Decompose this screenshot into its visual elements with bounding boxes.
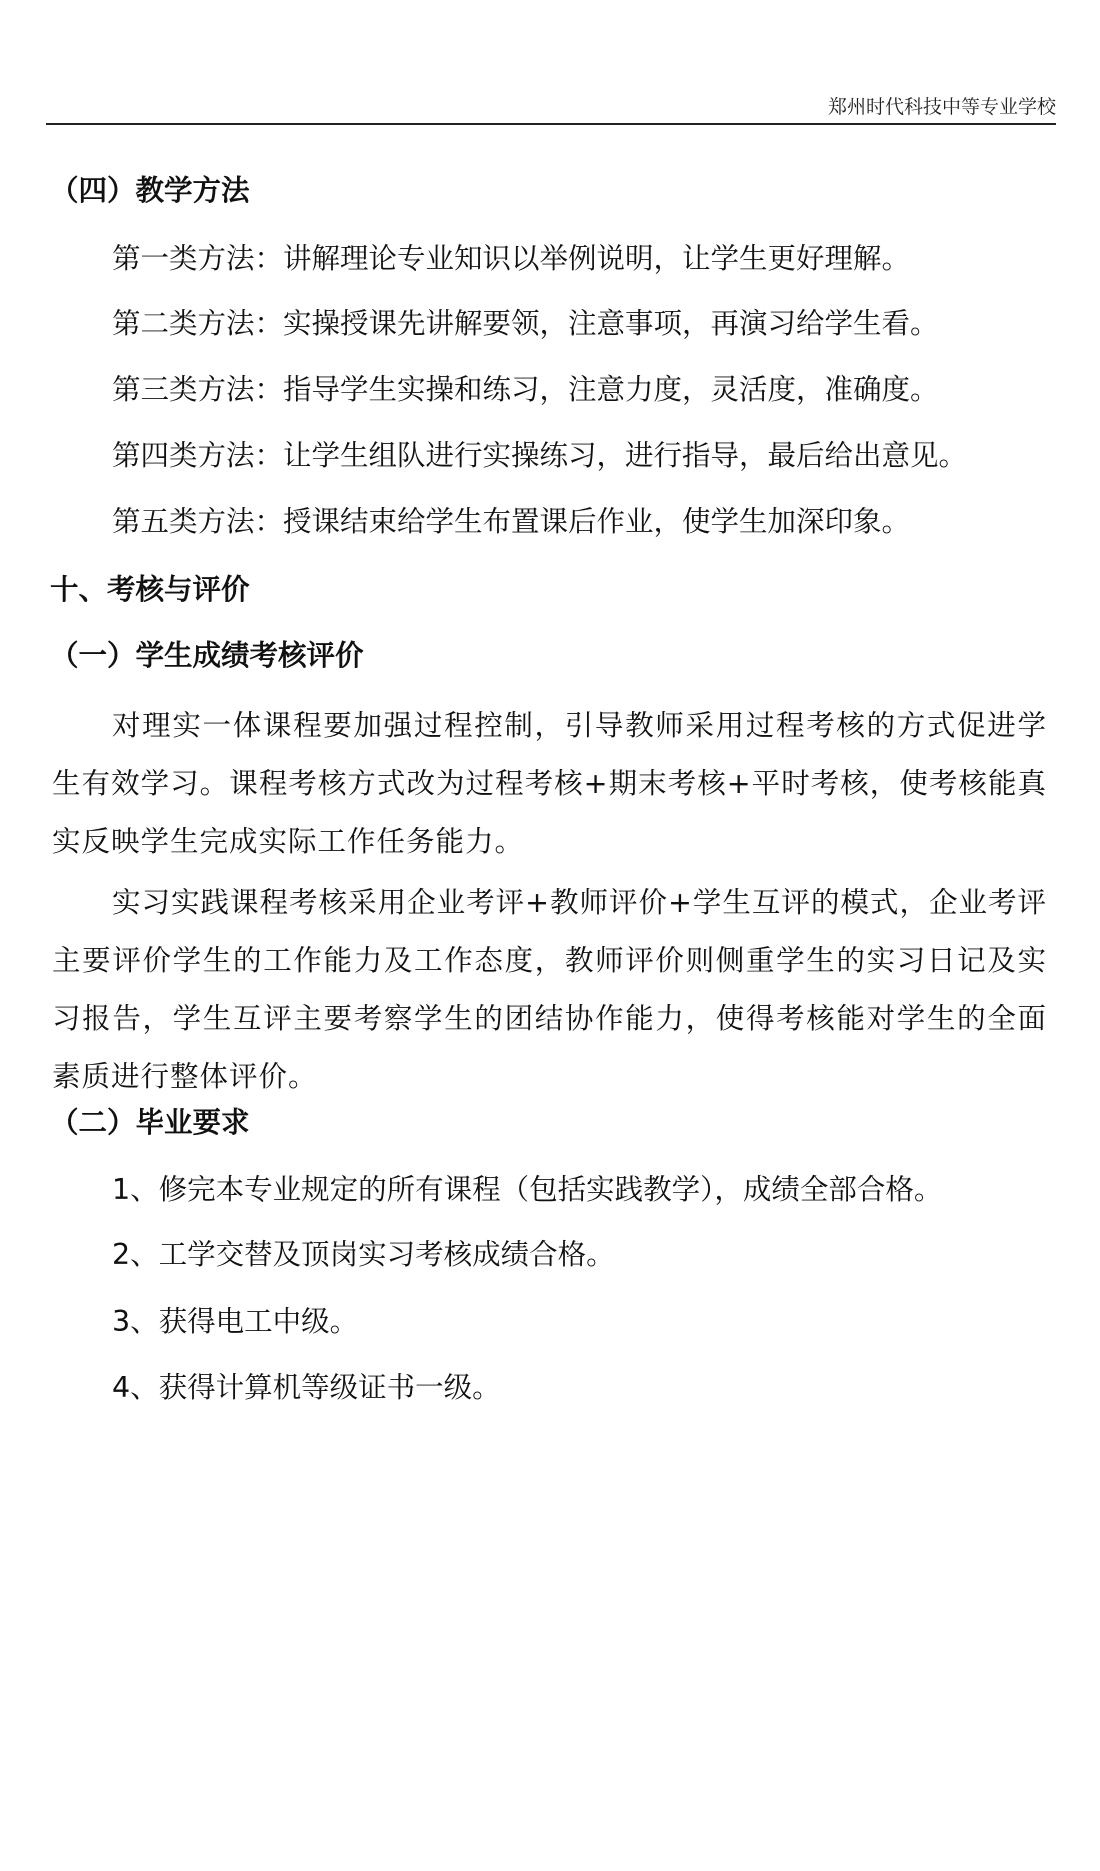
header-school-name: 郑州时代科技中等专业学校	[827, 96, 1056, 118]
student-eval-paragraph-2: 实习实践课程考核采用企业考评+教师评价+学生互评的模式，企业考评主要评价学生的工作能力及工作态度，教师评价则侧重学生的实习日记及实习报告，学生互评主要考察学生的团结协作能力，使得考核能对学生的全面素质进行整体评价。	[52, 886, 1047, 1093]
graduation-item-4: 4、获得计算机等级证书一级。	[112, 1371, 501, 1404]
graduation-item-2: 2、工学交替及顶岗实习考核成绩合格。	[112, 1238, 615, 1271]
method-item-1: 第一类方法：讲解理论专业知识以举例说明，让学生更好理解。	[112, 242, 911, 275]
section-heading-teaching-methods: （四）教学方法	[50, 174, 250, 207]
chapter-heading-assessment: 十、考核与评价	[50, 573, 250, 606]
graduation-item-1: 1、修完本专业规定的所有课程（包括实践教学），成绩全部合格。	[112, 1173, 943, 1206]
method-item-5: 第五类方法：授课结束给学生布置课后作业，使学生加深印象。	[112, 505, 911, 538]
method-item-3: 第三类方法：指导学生实操和练习，注意力度，灵活度，准确度。	[112, 373, 939, 406]
header-rule	[46, 123, 1056, 125]
graduation-item-3: 3、获得电工中级。	[112, 1305, 359, 1338]
section-heading-student-eval: （一）学生成绩考核评价	[50, 639, 364, 672]
section-heading-graduation: （二）毕业要求	[50, 1106, 250, 1139]
student-eval-paragraph-1: 对理实一体课程要加强过程控制，引导教师采用过程考核的方式促进学生有效学习。课程考核方式改为过程考核+期末考核+平时考核，使考核能真实反映学生完成实际工作任务能力。	[52, 709, 1047, 858]
method-item-2: 第二类方法：实操授课先讲解要领，注意事项，再演习给学生看。	[112, 307, 939, 340]
method-item-4: 第四类方法：让学生组队进行实操练习，进行指导，最后给出意见。	[112, 439, 968, 472]
